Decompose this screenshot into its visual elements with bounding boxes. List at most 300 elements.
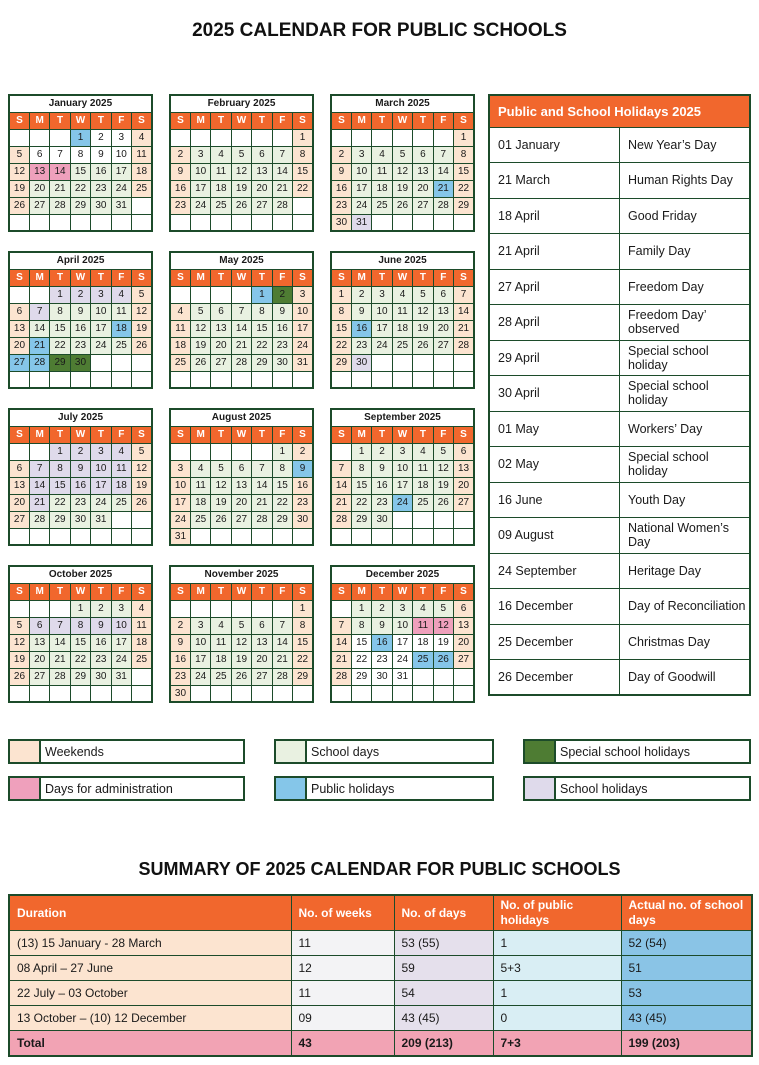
day-cell: 30 bbox=[91, 668, 111, 685]
legend-swatch-ph bbox=[276, 778, 307, 799]
day-cell: 14 bbox=[454, 303, 474, 320]
day-cell bbox=[252, 600, 272, 617]
day-cell bbox=[70, 371, 90, 388]
day-cell: 14 bbox=[331, 477, 351, 494]
day-cell: 4 bbox=[392, 286, 412, 303]
day-cell: 6 bbox=[211, 303, 231, 320]
day-cell: 8 bbox=[252, 303, 272, 320]
day-cell: 24 bbox=[351, 197, 371, 214]
day-cell: 10 bbox=[392, 617, 412, 634]
day-cell: 14 bbox=[231, 320, 251, 337]
weekday-header: T bbox=[252, 426, 272, 443]
day-cell bbox=[50, 528, 70, 545]
day-cell: 1 bbox=[70, 600, 90, 617]
month-title: December 2025 bbox=[331, 566, 474, 583]
day-cell bbox=[351, 685, 371, 702]
weekday-header: M bbox=[29, 426, 49, 443]
day-cell: 24 bbox=[111, 180, 131, 197]
week-row bbox=[170, 197, 313, 214]
day-cell: 7 bbox=[331, 617, 351, 634]
month-title-row bbox=[9, 95, 152, 112]
weekday-header: T bbox=[413, 269, 433, 286]
day-cell: 19 bbox=[132, 477, 152, 494]
week-row bbox=[170, 129, 313, 146]
day-cell: 13 bbox=[211, 320, 231, 337]
day-cell: 20 bbox=[211, 337, 231, 354]
holiday-date: 02 May bbox=[489, 447, 620, 483]
day-cell: 8 bbox=[331, 303, 351, 320]
summary-cell: 51 bbox=[621, 956, 752, 981]
day-cell bbox=[272, 129, 292, 146]
day-cell bbox=[111, 511, 131, 528]
day-cell: 18 bbox=[413, 477, 433, 494]
day-cell bbox=[91, 214, 111, 231]
day-cell: 2 bbox=[293, 443, 313, 460]
week-row bbox=[170, 443, 313, 460]
week-row bbox=[170, 214, 313, 231]
day-cell: 2 bbox=[91, 600, 111, 617]
day-cell bbox=[413, 354, 433, 371]
day-cell: 13 bbox=[252, 163, 272, 180]
day-cell: 17 bbox=[190, 651, 210, 668]
calendar-grid bbox=[8, 94, 475, 703]
day-cell: 10 bbox=[351, 163, 371, 180]
day-cell: 31 bbox=[392, 668, 412, 685]
day-cell bbox=[211, 600, 231, 617]
holiday-name: Human Rights Day bbox=[620, 163, 751, 199]
weekday-header: S bbox=[293, 426, 313, 443]
holiday-name: Christmas Day bbox=[620, 624, 751, 660]
day-cell bbox=[413, 214, 433, 231]
day-cell: 20 bbox=[9, 337, 29, 354]
day-cell bbox=[9, 129, 29, 146]
month-title-row bbox=[331, 566, 474, 583]
day-cell: 28 bbox=[272, 197, 292, 214]
day-cell: 9 bbox=[91, 617, 111, 634]
week-row bbox=[9, 617, 152, 634]
day-cell: 12 bbox=[433, 460, 453, 477]
week-row bbox=[170, 528, 313, 545]
day-cell bbox=[29, 443, 49, 460]
day-cell: 5 bbox=[190, 303, 210, 320]
day-cell: 30 bbox=[70, 511, 90, 528]
holiday-row bbox=[489, 127, 750, 163]
day-cell: 29 bbox=[50, 354, 70, 371]
day-cell bbox=[331, 371, 351, 388]
day-cell: 26 bbox=[132, 337, 152, 354]
month-title-row bbox=[331, 409, 474, 426]
holiday-name: Special school holiday bbox=[620, 376, 751, 412]
day-cell: 13 bbox=[433, 303, 453, 320]
week-row bbox=[170, 477, 313, 494]
holiday-name: Special school holiday bbox=[620, 447, 751, 483]
day-cell: 21 bbox=[50, 180, 70, 197]
summary-cell: 11 bbox=[291, 981, 394, 1006]
day-cell: 23 bbox=[70, 337, 90, 354]
day-cell: 8 bbox=[454, 146, 474, 163]
holiday-row bbox=[489, 305, 750, 341]
holiday-date: 24 September bbox=[489, 553, 620, 589]
day-cell: 2 bbox=[351, 286, 371, 303]
day-cell: 4 bbox=[372, 146, 392, 163]
day-cell: 14 bbox=[50, 163, 70, 180]
day-cell: 4 bbox=[413, 600, 433, 617]
day-cell: 19 bbox=[392, 180, 412, 197]
day-cell: 6 bbox=[454, 443, 474, 460]
day-cell: 19 bbox=[9, 180, 29, 197]
day-cell: 18 bbox=[111, 320, 131, 337]
day-cell: 10 bbox=[293, 303, 313, 320]
summary-total-cell: 43 bbox=[291, 1031, 394, 1056]
summary-cell: (13) 15 January - 28 March bbox=[9, 931, 291, 956]
summary-col-header: Duration bbox=[9, 895, 291, 931]
day-cell: 28 bbox=[231, 354, 251, 371]
day-cell: 2 bbox=[170, 146, 190, 163]
day-cell: 5 bbox=[392, 146, 412, 163]
day-cell bbox=[190, 371, 210, 388]
day-cell: 10 bbox=[372, 303, 392, 320]
day-cell: 9 bbox=[351, 303, 371, 320]
day-cell bbox=[392, 371, 412, 388]
day-cell: 27 bbox=[9, 511, 29, 528]
day-cell: 6 bbox=[252, 617, 272, 634]
day-cell: 23 bbox=[170, 197, 190, 214]
day-cell: 2 bbox=[372, 600, 392, 617]
day-cell: 19 bbox=[132, 320, 152, 337]
day-cell: 14 bbox=[29, 320, 49, 337]
holiday-date: 29 April bbox=[489, 340, 620, 376]
day-cell bbox=[331, 600, 351, 617]
day-cell: 14 bbox=[331, 634, 351, 651]
day-cell: 6 bbox=[9, 460, 29, 477]
day-cell: 2 bbox=[331, 146, 351, 163]
week-row bbox=[331, 477, 474, 494]
week-row bbox=[9, 337, 152, 354]
legend-item-ad bbox=[8, 776, 245, 801]
day-cell: 12 bbox=[190, 320, 210, 337]
week-row bbox=[331, 303, 474, 320]
day-cell: 12 bbox=[211, 477, 231, 494]
summary-col-header: No. of days bbox=[394, 895, 493, 931]
day-cell bbox=[9, 685, 29, 702]
day-cell: 8 bbox=[351, 617, 371, 634]
day-cell bbox=[132, 354, 152, 371]
day-cell: 20 bbox=[231, 494, 251, 511]
weekday-header: T bbox=[252, 269, 272, 286]
day-cell bbox=[252, 129, 272, 146]
day-cell: 14 bbox=[272, 634, 292, 651]
day-cell bbox=[433, 511, 453, 528]
weekday-header-row bbox=[9, 426, 152, 443]
day-cell: 22 bbox=[454, 180, 474, 197]
day-cell: 12 bbox=[413, 303, 433, 320]
summary-table bbox=[8, 894, 753, 1057]
holiday-row bbox=[489, 163, 750, 199]
month-title-row bbox=[170, 95, 313, 112]
day-cell: 8 bbox=[293, 146, 313, 163]
summary-cell: 52 (54) bbox=[621, 931, 752, 956]
legend bbox=[8, 739, 751, 801]
day-cell: 29 bbox=[331, 354, 351, 371]
weekday-header: S bbox=[170, 112, 190, 129]
day-cell bbox=[392, 214, 412, 231]
holiday-name: Freedom Day’ observed bbox=[620, 305, 751, 341]
weekday-header: T bbox=[211, 426, 231, 443]
legend-item-sh bbox=[523, 776, 751, 801]
holiday-date: 21 March bbox=[489, 163, 620, 199]
day-cell bbox=[454, 668, 474, 685]
week-row bbox=[170, 146, 313, 163]
weekday-header: W bbox=[392, 269, 412, 286]
day-cell bbox=[372, 129, 392, 146]
day-cell: 11 bbox=[111, 303, 131, 320]
day-cell: 2 bbox=[70, 443, 90, 460]
month-august bbox=[169, 408, 314, 546]
day-cell: 27 bbox=[454, 494, 474, 511]
day-cell: 7 bbox=[50, 617, 70, 634]
day-cell: 26 bbox=[433, 651, 453, 668]
holiday-row bbox=[489, 553, 750, 589]
day-cell bbox=[70, 685, 90, 702]
weekday-header: M bbox=[190, 269, 210, 286]
summary-cell: 0 bbox=[493, 1006, 621, 1031]
legend-label: Special school holidays bbox=[560, 744, 690, 759]
day-cell: 9 bbox=[91, 146, 111, 163]
week-row bbox=[331, 528, 474, 545]
weekday-header: W bbox=[392, 112, 412, 129]
summary-col-header: No. of weeks bbox=[291, 895, 394, 931]
day-cell bbox=[190, 600, 210, 617]
legend-swatch-we bbox=[10, 741, 41, 762]
summary-cell: 1 bbox=[493, 931, 621, 956]
week-row bbox=[170, 354, 313, 371]
day-cell: 15 bbox=[272, 477, 292, 494]
week-row bbox=[170, 494, 313, 511]
weekday-header: T bbox=[252, 112, 272, 129]
week-row bbox=[9, 320, 152, 337]
week-row bbox=[170, 600, 313, 617]
day-cell: 1 bbox=[293, 600, 313, 617]
week-row bbox=[170, 303, 313, 320]
main-content bbox=[8, 94, 751, 703]
holiday-row bbox=[489, 269, 750, 305]
day-cell bbox=[231, 371, 251, 388]
day-cell bbox=[132, 214, 152, 231]
day-cell: 10 bbox=[111, 146, 131, 163]
holidays-body bbox=[489, 127, 750, 695]
day-cell: 18 bbox=[190, 494, 210, 511]
day-cell: 4 bbox=[211, 146, 231, 163]
day-cell bbox=[29, 528, 49, 545]
weekday-header-row bbox=[9, 583, 152, 600]
holiday-row bbox=[489, 589, 750, 625]
weekday-header: T bbox=[91, 426, 111, 443]
day-cell: 23 bbox=[351, 337, 371, 354]
day-cell: 10 bbox=[91, 303, 111, 320]
day-cell: 6 bbox=[29, 146, 49, 163]
summary-col-header: No. of public holidays bbox=[493, 895, 621, 931]
day-cell: 22 bbox=[351, 494, 371, 511]
holiday-date: 26 December bbox=[489, 660, 620, 696]
day-cell bbox=[454, 511, 474, 528]
weekday-header: T bbox=[372, 269, 392, 286]
week-row bbox=[170, 163, 313, 180]
weekday-header: M bbox=[351, 426, 371, 443]
weekday-header: F bbox=[272, 583, 292, 600]
page-title: 2025 CALENDAR FOR PUBLIC SCHOOLS bbox=[192, 20, 567, 41]
weekday-header: T bbox=[50, 112, 70, 129]
day-cell bbox=[29, 685, 49, 702]
weekday-header: M bbox=[29, 583, 49, 600]
holiday-row bbox=[489, 411, 750, 447]
day-cell bbox=[392, 685, 412, 702]
legend-swatch-sd bbox=[276, 741, 307, 762]
day-cell bbox=[372, 214, 392, 231]
day-cell: 8 bbox=[351, 460, 371, 477]
holiday-name: Youth Day bbox=[620, 482, 751, 518]
weekday-header: T bbox=[91, 583, 111, 600]
weekday-header: T bbox=[50, 426, 70, 443]
week-row bbox=[9, 180, 152, 197]
week-row bbox=[331, 600, 474, 617]
day-cell: 4 bbox=[413, 443, 433, 460]
day-cell bbox=[372, 371, 392, 388]
day-cell: 23 bbox=[372, 494, 392, 511]
summary-cell: 5+3 bbox=[493, 956, 621, 981]
day-cell: 17 bbox=[190, 180, 210, 197]
day-cell: 29 bbox=[351, 668, 371, 685]
month-february bbox=[169, 94, 314, 232]
day-cell bbox=[111, 371, 131, 388]
day-cell bbox=[454, 371, 474, 388]
day-cell: 24 bbox=[111, 651, 131, 668]
day-cell bbox=[50, 600, 70, 617]
day-cell: 21 bbox=[331, 494, 351, 511]
day-cell: 19 bbox=[231, 180, 251, 197]
day-cell: 19 bbox=[9, 651, 29, 668]
day-cell: 16 bbox=[170, 180, 190, 197]
month-title-row bbox=[331, 95, 474, 112]
day-cell: 29 bbox=[70, 668, 90, 685]
month-march bbox=[330, 94, 475, 232]
week-row bbox=[9, 511, 152, 528]
day-cell: 8 bbox=[50, 303, 70, 320]
day-cell: 3 bbox=[293, 286, 313, 303]
day-cell bbox=[413, 528, 433, 545]
day-cell: 18 bbox=[132, 634, 152, 651]
day-cell: 4 bbox=[211, 617, 231, 634]
summary-row bbox=[9, 1006, 752, 1031]
legend-label: School holidays bbox=[560, 781, 648, 796]
day-cell: 28 bbox=[331, 668, 351, 685]
day-cell bbox=[293, 371, 313, 388]
weekday-header: W bbox=[231, 583, 251, 600]
holiday-row bbox=[489, 660, 750, 696]
day-cell: 16 bbox=[372, 634, 392, 651]
day-cell: 28 bbox=[272, 668, 292, 685]
day-cell: 1 bbox=[454, 129, 474, 146]
day-cell: 17 bbox=[91, 477, 111, 494]
weekday-header: S bbox=[293, 269, 313, 286]
weekday-header: F bbox=[272, 269, 292, 286]
day-cell bbox=[9, 443, 29, 460]
day-cell bbox=[231, 443, 251, 460]
week-row bbox=[331, 634, 474, 651]
holiday-date: 25 December bbox=[489, 624, 620, 660]
week-row bbox=[9, 528, 152, 545]
day-cell: 9 bbox=[170, 163, 190, 180]
day-cell: 25 bbox=[392, 337, 412, 354]
week-row bbox=[331, 197, 474, 214]
holiday-row bbox=[489, 482, 750, 518]
legend-swatch-sh bbox=[525, 778, 556, 799]
day-cell: 11 bbox=[413, 617, 433, 634]
month-title: February 2025 bbox=[170, 95, 313, 112]
week-row bbox=[170, 180, 313, 197]
day-cell: 15 bbox=[252, 320, 272, 337]
day-cell: 11 bbox=[392, 303, 412, 320]
day-cell: 16 bbox=[372, 477, 392, 494]
day-cell: 27 bbox=[252, 197, 272, 214]
holiday-date: 27 April bbox=[489, 269, 620, 305]
summary-cell: 13 October – (10) 12 December bbox=[9, 1006, 291, 1031]
day-cell: 17 bbox=[111, 634, 131, 651]
weekday-header: S bbox=[331, 426, 351, 443]
day-cell: 13 bbox=[231, 477, 251, 494]
month-title: June 2025 bbox=[331, 252, 474, 269]
day-cell: 5 bbox=[231, 146, 251, 163]
weekday-header: M bbox=[351, 112, 371, 129]
weekday-header-row bbox=[170, 583, 313, 600]
month-june bbox=[330, 251, 475, 389]
day-cell: 27 bbox=[231, 511, 251, 528]
day-cell bbox=[231, 600, 251, 617]
weekday-header-row bbox=[331, 269, 474, 286]
day-cell: 22 bbox=[70, 180, 90, 197]
day-cell: 5 bbox=[413, 286, 433, 303]
day-cell: 25 bbox=[132, 651, 152, 668]
day-cell bbox=[70, 214, 90, 231]
day-cell bbox=[29, 129, 49, 146]
day-cell: 1 bbox=[70, 129, 90, 146]
day-cell: 27 bbox=[252, 668, 272, 685]
summary-total-cell: 209 (213) bbox=[394, 1031, 493, 1056]
day-cell bbox=[231, 685, 251, 702]
weekday-header: S bbox=[170, 426, 190, 443]
day-cell bbox=[433, 354, 453, 371]
day-cell bbox=[70, 528, 90, 545]
day-cell: 20 bbox=[433, 320, 453, 337]
day-cell: 24 bbox=[190, 668, 210, 685]
holidays-header-row bbox=[489, 95, 750, 127]
weekday-header-row bbox=[331, 426, 474, 443]
day-cell: 21 bbox=[29, 337, 49, 354]
day-cell: 29 bbox=[252, 354, 272, 371]
day-cell bbox=[331, 528, 351, 545]
holiday-row bbox=[489, 447, 750, 483]
week-row bbox=[9, 303, 152, 320]
day-cell: 9 bbox=[70, 303, 90, 320]
day-cell: 25 bbox=[132, 180, 152, 197]
day-cell bbox=[252, 371, 272, 388]
day-cell bbox=[190, 214, 210, 231]
day-cell: 17 bbox=[293, 320, 313, 337]
holiday-name: Good Friday bbox=[620, 198, 751, 234]
day-cell: 19 bbox=[413, 320, 433, 337]
holiday-name: Heritage Day bbox=[620, 553, 751, 589]
week-row bbox=[9, 600, 152, 617]
day-cell bbox=[132, 685, 152, 702]
